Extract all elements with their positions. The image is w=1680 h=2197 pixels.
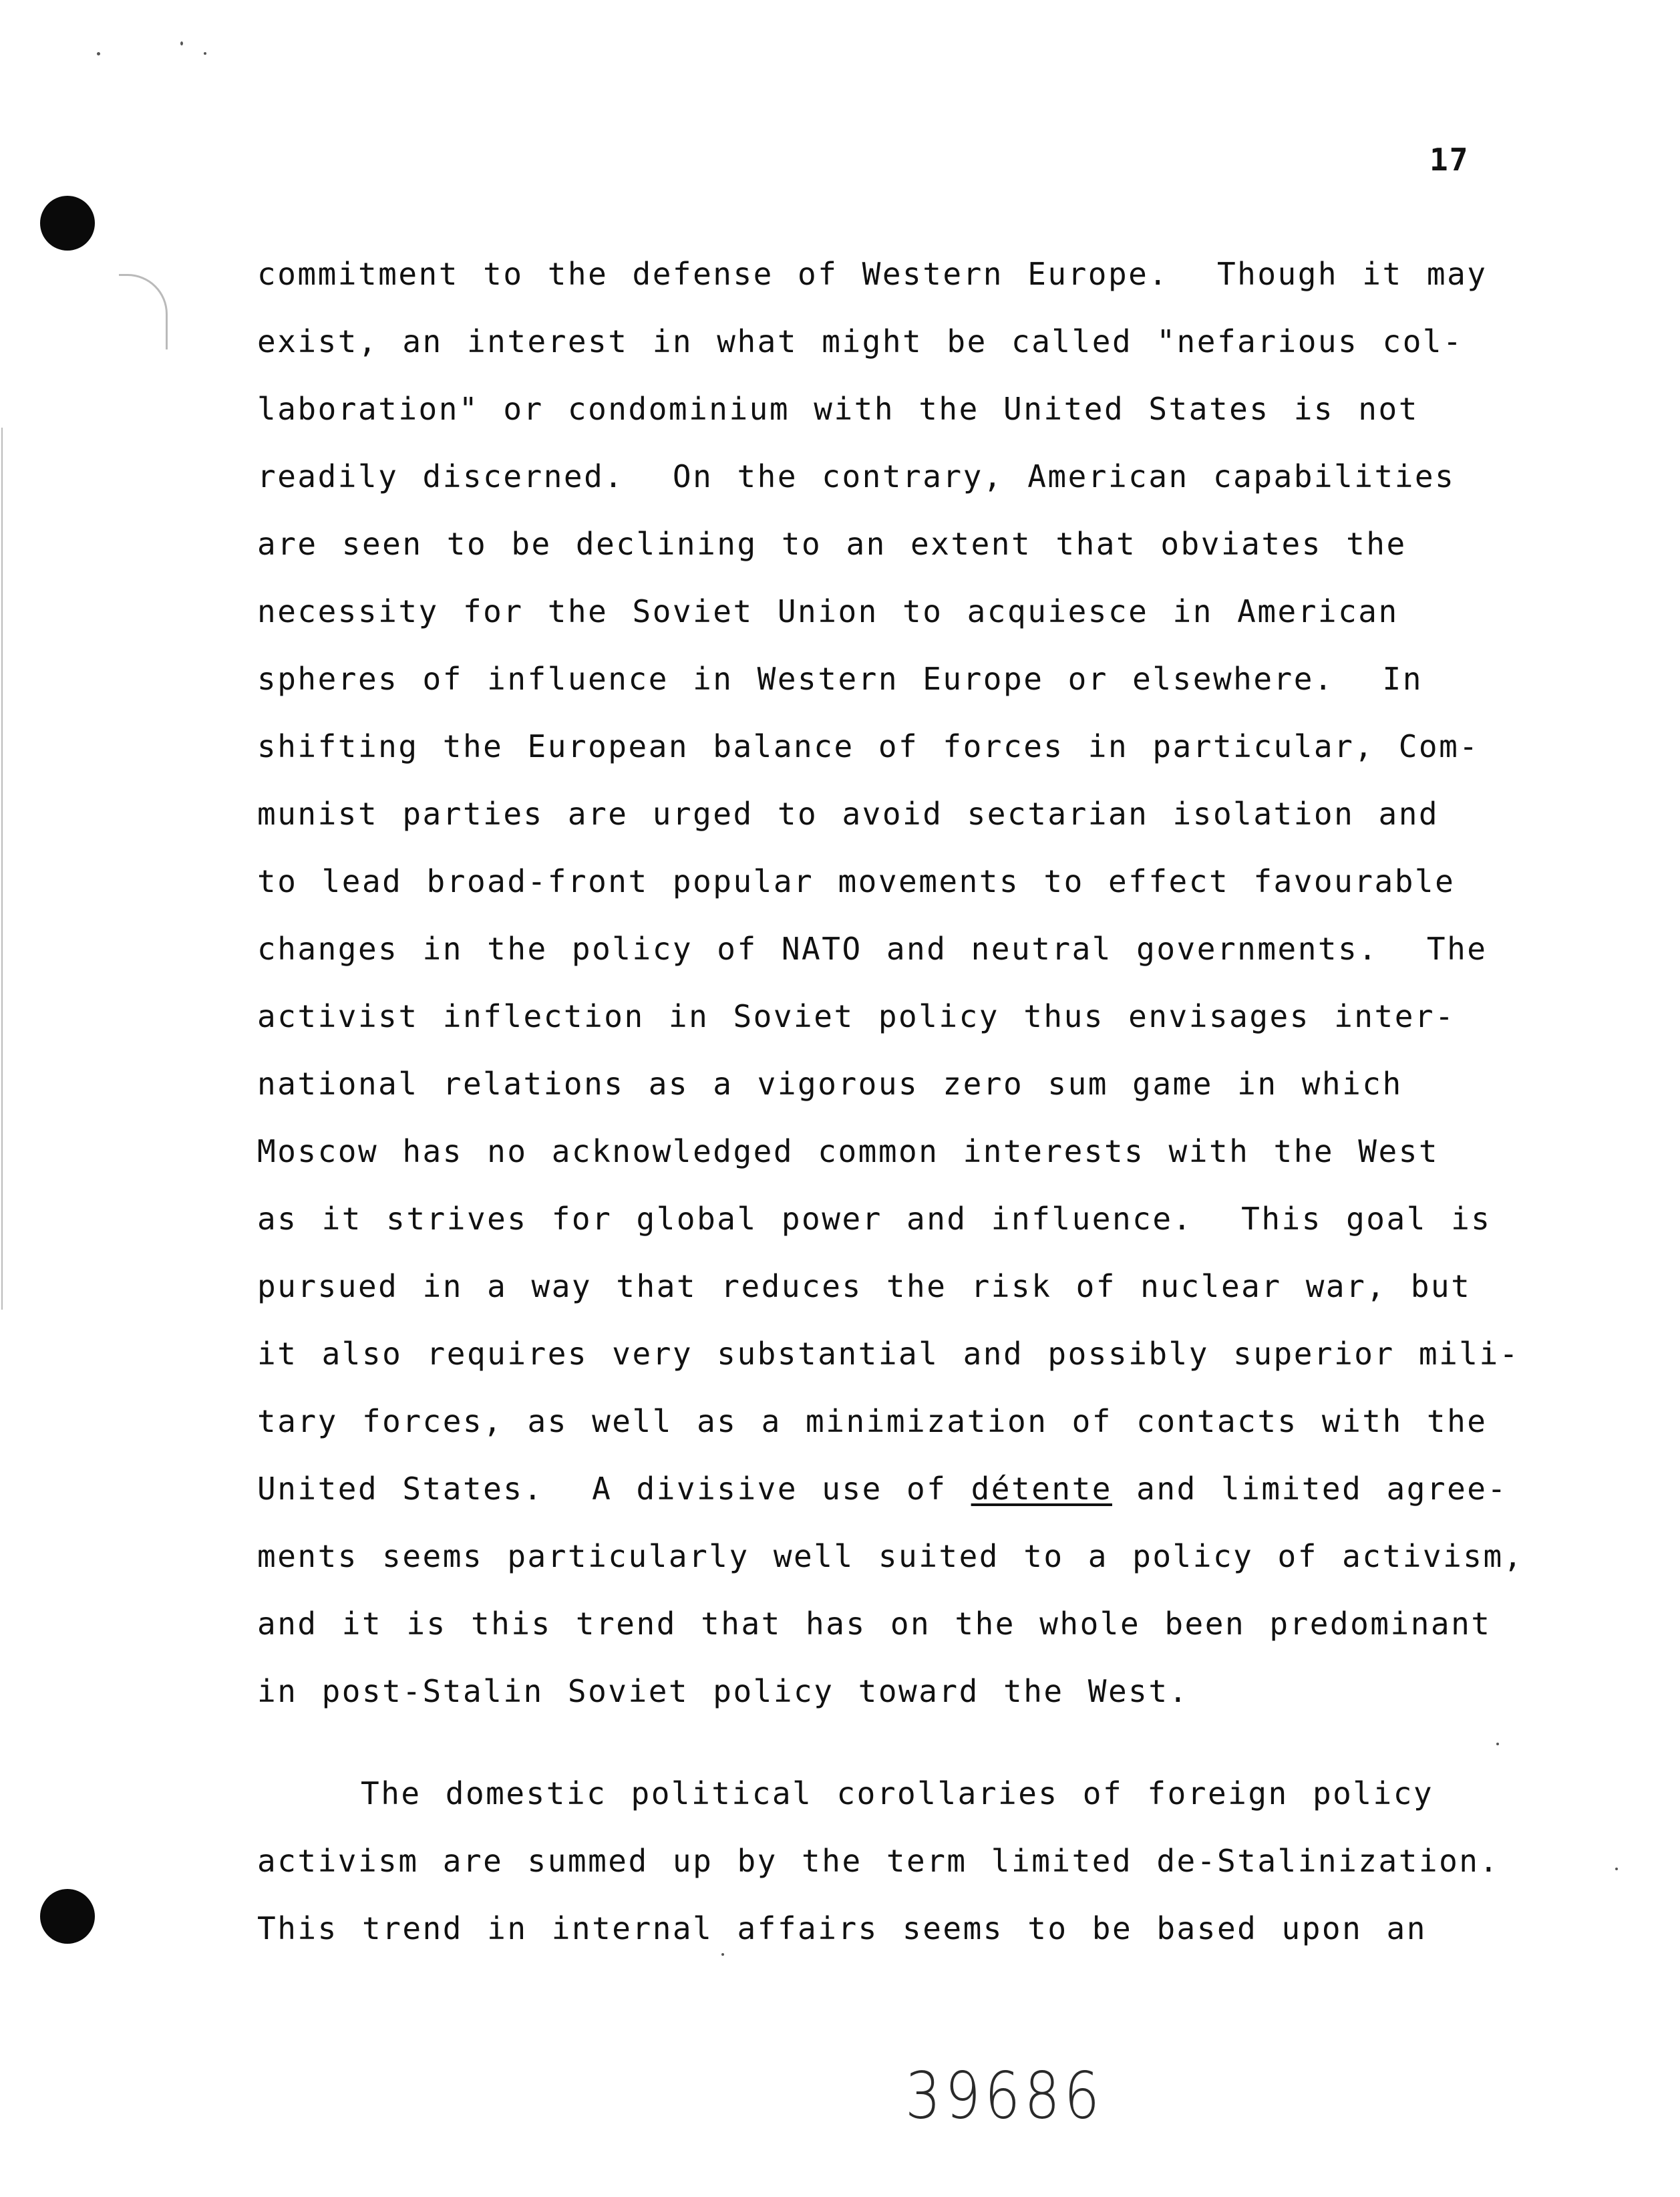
scan-speck (204, 52, 206, 55)
text-line: commitment to the defense of Western Europe. Though it may (257, 256, 1488, 292)
text-line: This trend in internal affairs seems to be based upon an (257, 1910, 1427, 1946)
body-text (257, 241, 1526, 1962)
text-line: readily discerned. On the contrary, American capabilities (257, 458, 1456, 494)
scan-speck (1615, 1868, 1618, 1870)
text-line: it also requires very substantial and possibly superior mili- (257, 1336, 1520, 1372)
text-line: national relations as a vigorous zero sum game in which (257, 1066, 1403, 1102)
text-line: and it is this trend that has on the whole been predominant (257, 1606, 1492, 1642)
scan-speck (180, 41, 183, 45)
scan-speck (97, 52, 100, 55)
text-line: munist parties are urged to avoid sectarian isolation and (257, 796, 1440, 832)
stamped-document-number: 39686 (905, 2058, 1104, 2134)
page-number: 17 (1430, 142, 1470, 178)
scan-edge-line (1, 428, 3, 1310)
punch-hole-top (40, 196, 95, 251)
text-segment: and limited agree- (1112, 1471, 1508, 1507)
text-line: pursued in a way that reduces the risk of nuclear war, but (257, 1268, 1472, 1304)
text-segment: United States. A divisive use of (257, 1471, 971, 1507)
text-line: as it strives for global power and influence. This goal is (257, 1201, 1492, 1237)
text-line: activist inflection in Soviet policy thus envisages inter- (257, 998, 1456, 1034)
text-line: to lead broad-front popular movements to effect favourable (257, 863, 1456, 899)
paragraph-gap (257, 1725, 1526, 1760)
scan-speck (721, 1953, 724, 1956)
text-line: laboration" or condominium with the United States is not (257, 391, 1419, 427)
text-line: in post-Stalin Soviet policy toward the West. (257, 1673, 1189, 1709)
text-line: exist, an interest in what might be called "nefarious col- (257, 323, 1464, 359)
text-line: tary forces, as well as a minimization of contacts with the (257, 1403, 1488, 1439)
text-line: Moscow has no acknowledged common interests with the West (257, 1133, 1440, 1169)
text-line: shifting the European balance of forces in particular, Com- (257, 728, 1480, 764)
scan-speck (1496, 1743, 1499, 1745)
margin-pencil-mark (119, 274, 168, 349)
underlined-word: détente (971, 1471, 1112, 1507)
text-line: ments seems particularly well suited to a policy of activism, (257, 1538, 1524, 1574)
text-line: activism are summed up by the term limited de-Stalinization. (257, 1843, 1500, 1879)
punch-hole-bottom (40, 1889, 95, 1944)
text-line-detente (257, 1455, 1526, 1523)
text-line: are seen to be declining to an extent that obviates the (257, 526, 1407, 562)
text-line: necessity for the Soviet Union to acquiesce in American (257, 593, 1399, 629)
text-line: spheres of influence in Western Europe or elsewhere. In (257, 661, 1423, 697)
text-line: The domestic political corollaries of foreign policy (361, 1775, 1434, 1811)
text-line: changes in the policy of NATO and neutral governments. The (257, 931, 1488, 967)
